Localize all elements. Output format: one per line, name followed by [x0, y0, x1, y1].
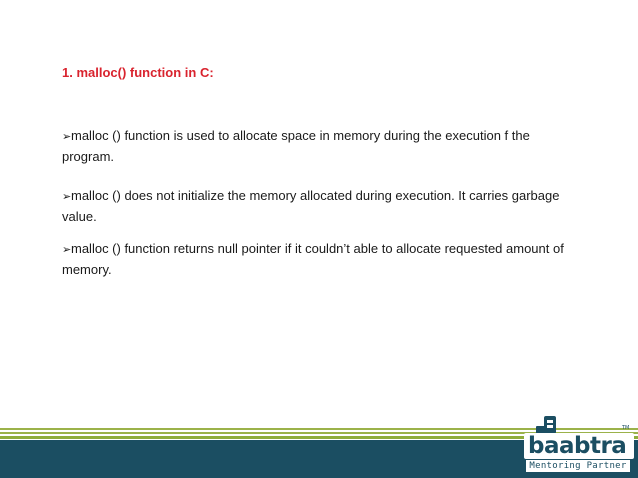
bullet-item — [62, 126, 582, 167]
arrow-bullet-icon: ➢ — [62, 190, 72, 203]
bullet-text: malloc () does not initialize the memory allocated during execution. It carries garbage value. — [62, 188, 560, 224]
arrow-bullet-icon: ➢ — [62, 243, 72, 256]
logo-wordmark-box — [524, 433, 634, 459]
slide-heading: 1. malloc() function in C: — [62, 65, 214, 80]
bullet-text: malloc () function returns null pointer if it couldn’t able to allocate requested amount of memory. — [62, 241, 564, 277]
bullet-text: malloc () function is used to allocate space in memory during the execution f the program. — [62, 128, 530, 164]
baabtra-logo — [522, 414, 634, 474]
trademark-mark: TM — [622, 425, 630, 431]
bullet-item — [62, 239, 582, 280]
logo-wordmark: baabtra — [528, 433, 627, 459]
bullet-item — [62, 186, 582, 227]
arrow-bullet-icon: ➢ — [62, 130, 72, 143]
logo-tagline: Mentoring Partner — [526, 460, 630, 472]
